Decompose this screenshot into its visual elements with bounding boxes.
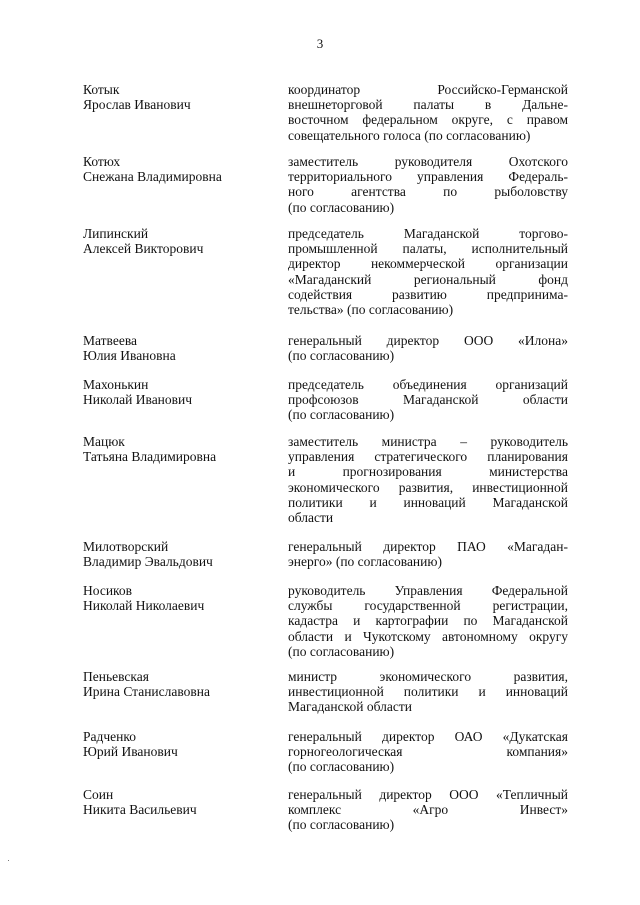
member-name	[83, 729, 263, 759]
member-name-line: Котюх	[83, 154, 121, 169]
member-name	[83, 226, 263, 256]
member-name-line: Владимир Эвальдович	[83, 554, 213, 570]
member-role-line: содействия развитию предпринима-	[288, 286, 568, 302]
member-name-line: Носиков	[83, 583, 133, 598]
member-name-line: Татьяна Владимировна	[83, 449, 217, 465]
member-name-line: Мацюк	[83, 434, 125, 449]
member-role-line: председатель объединения организаций	[288, 377, 568, 392]
member-role-line: политики и инноваций Магаданской	[288, 494, 568, 510]
member-role-line: тельства» (по согласованию)	[288, 302, 454, 318]
member-name	[83, 669, 263, 699]
member-role	[288, 82, 568, 143]
member-name-line: Никита Васильевич	[83, 802, 197, 818]
member-role-line: заместитель министра – руководитель	[288, 434, 568, 449]
member-role-line: внешнеторговой палаты в Дальне-	[288, 97, 568, 113]
member-role-line: генеральный директор ООО «Тепличный	[288, 787, 568, 802]
member-role-line: руководитель Управления Федеральной	[288, 583, 568, 598]
member-role	[288, 539, 568, 569]
member-name-line: Милотворский	[83, 539, 169, 554]
member-role	[288, 669, 568, 715]
member-role-line: «Магаданский региональный фонд	[288, 271, 568, 287]
member-role-line: (по согласованию)	[288, 199, 395, 215]
member-name-line: Матвеева	[83, 333, 138, 348]
member-name-line: Николай Николаевич	[83, 598, 205, 614]
member-role-line: восточном федеральном округе, с правом	[288, 112, 568, 128]
member-role	[288, 434, 568, 525]
member-name-line: Алексей Викторович	[83, 241, 204, 257]
member-role-line: горногеологическая компания»	[288, 744, 568, 760]
member-role-line: (по согласованию)	[288, 348, 395, 364]
member-role-line: экономического развития, инвестиционной	[288, 479, 568, 495]
member-role-line: генеральный директор ООО «Илона»	[288, 333, 568, 348]
member-name	[83, 82, 263, 112]
member-name	[83, 583, 263, 613]
member-role-line: области и Чукотскому автономному округу	[288, 628, 568, 644]
member-name-line: Соин	[83, 787, 114, 802]
member-role-line: службы государственной регистрации,	[288, 598, 568, 614]
member-name	[83, 787, 263, 817]
member-name-line: Снежана Владимировна	[83, 169, 222, 185]
member-role-line: Магаданской области	[288, 699, 412, 715]
member-role	[288, 729, 568, 775]
member-name	[83, 333, 263, 363]
member-role-line: энерго» (по согласованию)	[288, 554, 442, 570]
member-role-line: директор некоммерческой организации	[288, 256, 568, 272]
member-name-line: Махонькин	[83, 377, 149, 392]
member-role	[288, 583, 568, 659]
member-name-line: Юлия Ивановна	[83, 348, 176, 364]
member-role-line: управления стратегического планирования	[288, 449, 568, 465]
member-role	[288, 333, 568, 363]
member-role-line: профсоюзов Магаданской области	[288, 392, 568, 408]
member-role-line: комплекс «Агро Инвест»	[288, 802, 568, 818]
member-role-line: генеральный директор ОАО «Дукатская	[288, 729, 568, 744]
scan-artifact	[8, 860, 9, 861]
member-role-line: и прогнозирования министерства	[288, 464, 568, 480]
page-number: 3	[316, 36, 324, 51]
member-role-line: ного агентства по рыболовству	[288, 184, 568, 200]
member-role-line: (по согласованию)	[288, 407, 395, 423]
member-role-line: министр экономического развития,	[288, 669, 568, 684]
member-name	[83, 434, 263, 464]
member-role-line: инвестиционной политики и инноваций	[288, 684, 568, 700]
member-name-line: Липинский	[83, 226, 149, 241]
member-role-line: кадастра и картографии по Магаданской	[288, 613, 568, 629]
member-role	[288, 787, 568, 833]
member-role-line: председатель Магаданской торгово-	[288, 226, 568, 241]
member-role-line: области	[288, 510, 334, 526]
member-role-line: совещательного голоса (по согласованию)	[288, 127, 531, 143]
member-name-line: Радченко	[83, 729, 136, 744]
member-role-line: (по согласованию)	[288, 643, 395, 659]
member-role	[288, 377, 568, 423]
member-role-line: (по согласованию)	[288, 759, 395, 775]
member-role-line: территориального управления Федераль-	[288, 169, 568, 185]
member-role-line: генеральный директор ПАО «Магадан-	[288, 539, 568, 554]
member-name-line: Николай Иванович	[83, 392, 193, 408]
member-role-line: промышленной палаты, исполнительный	[288, 241, 568, 257]
member-role-line: заместитель руководителя Охотского	[288, 154, 568, 169]
member-name-line: Пеньевская	[83, 669, 149, 684]
member-name	[83, 377, 263, 407]
member-role-line: координатор Российско-Германской	[288, 82, 568, 97]
member-name-line: Юрий Иванович	[83, 744, 178, 760]
member-name	[83, 539, 263, 569]
member-role	[288, 226, 568, 317]
member-name-line: Ирина Станиславовна	[83, 684, 210, 700]
member-role-line: (по согласованию)	[288, 817, 395, 833]
member-name-line: Ярослав Иванович	[83, 97, 191, 113]
member-name	[83, 154, 263, 184]
member-role	[288, 154, 568, 215]
member-name-line: Котык	[83, 82, 120, 97]
